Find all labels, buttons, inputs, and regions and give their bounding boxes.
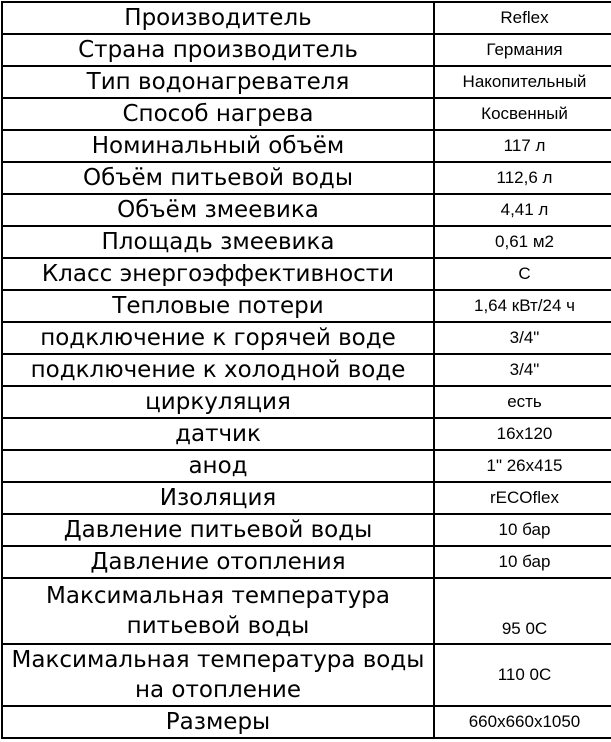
spec-value: 3/4" (434, 354, 611, 386)
spec-value: 1" 26х415 (434, 450, 611, 482)
table-row (2, 386, 611, 418)
table-row (2, 34, 611, 66)
table-row (2, 226, 611, 258)
spec-value: 660х660х1050 (434, 706, 611, 738)
table-row (2, 418, 611, 450)
spec-label: подключение к горячей воде (2, 322, 434, 354)
table-row (2, 514, 611, 546)
spec-label: Страна производитель (2, 34, 434, 66)
spec-value: 95 0С (434, 578, 611, 644)
spec-value: 112,6 л (434, 162, 611, 194)
table-row (2, 258, 611, 290)
table-row (2, 2, 611, 34)
spec-label: Тип водонагревателя (2, 66, 434, 98)
spec-label: Максимальная температура воды на отопление (2, 644, 434, 706)
spec-label: подключение к холодной воде (2, 354, 434, 386)
spec-label: Номинальный объём (2, 130, 434, 162)
spec-label: Способ нагрева (2, 98, 434, 130)
table-row (2, 546, 611, 578)
spec-value: 4,41 л (434, 194, 611, 226)
spec-value: Накопительный (434, 66, 611, 98)
spec-value: 117 л (434, 130, 611, 162)
spec-value: 16х120 (434, 418, 611, 450)
table-row (2, 644, 611, 706)
spec-value: Германия (434, 34, 611, 66)
spec-label: Объём змеевика (2, 194, 434, 226)
spec-label: Изоляция (2, 482, 434, 514)
spec-value: rECOflex (434, 482, 611, 514)
spec-value: C (434, 258, 611, 290)
spec-value: Косвенный (434, 98, 611, 130)
spec-value: Reflex (434, 2, 611, 34)
spec-label: Объём питьевой воды (2, 162, 434, 194)
spec-value: 10 бар (434, 546, 611, 578)
table-row (2, 450, 611, 482)
spec-label: циркуляция (2, 386, 434, 418)
specifications-table (1, 1, 611, 739)
table-row (2, 194, 611, 226)
spec-label: датчик (2, 418, 434, 450)
table-row (2, 706, 611, 738)
spec-label: Максимальная температура питьевой воды (2, 578, 434, 644)
table-row (2, 290, 611, 322)
table-row (2, 578, 611, 644)
spec-label: Тепловые потери (2, 290, 434, 322)
spec-label: Площадь змеевика (2, 226, 434, 258)
spec-value: 1,64 кВт/24 ч (434, 290, 611, 322)
spec-value: 110 0С (434, 644, 611, 706)
spec-value: 3/4" (434, 322, 611, 354)
table-row (2, 322, 611, 354)
table-row (2, 354, 611, 386)
spec-label: анод (2, 450, 434, 482)
spec-value: 10 бар (434, 514, 611, 546)
spec-value: есть (434, 386, 611, 418)
table-row (2, 66, 611, 98)
spec-label: Размеры (2, 706, 434, 738)
table-row (2, 482, 611, 514)
spec-label: Класс энергоэффективности (2, 258, 434, 290)
spec-label: Давление отопления (2, 546, 434, 578)
spec-label: Давление питьевой воды (2, 514, 434, 546)
table-row (2, 162, 611, 194)
spec-label: Производитель (2, 2, 434, 34)
table-row (2, 98, 611, 130)
spec-value: 0,61 м2 (434, 226, 611, 258)
table-row (2, 130, 611, 162)
